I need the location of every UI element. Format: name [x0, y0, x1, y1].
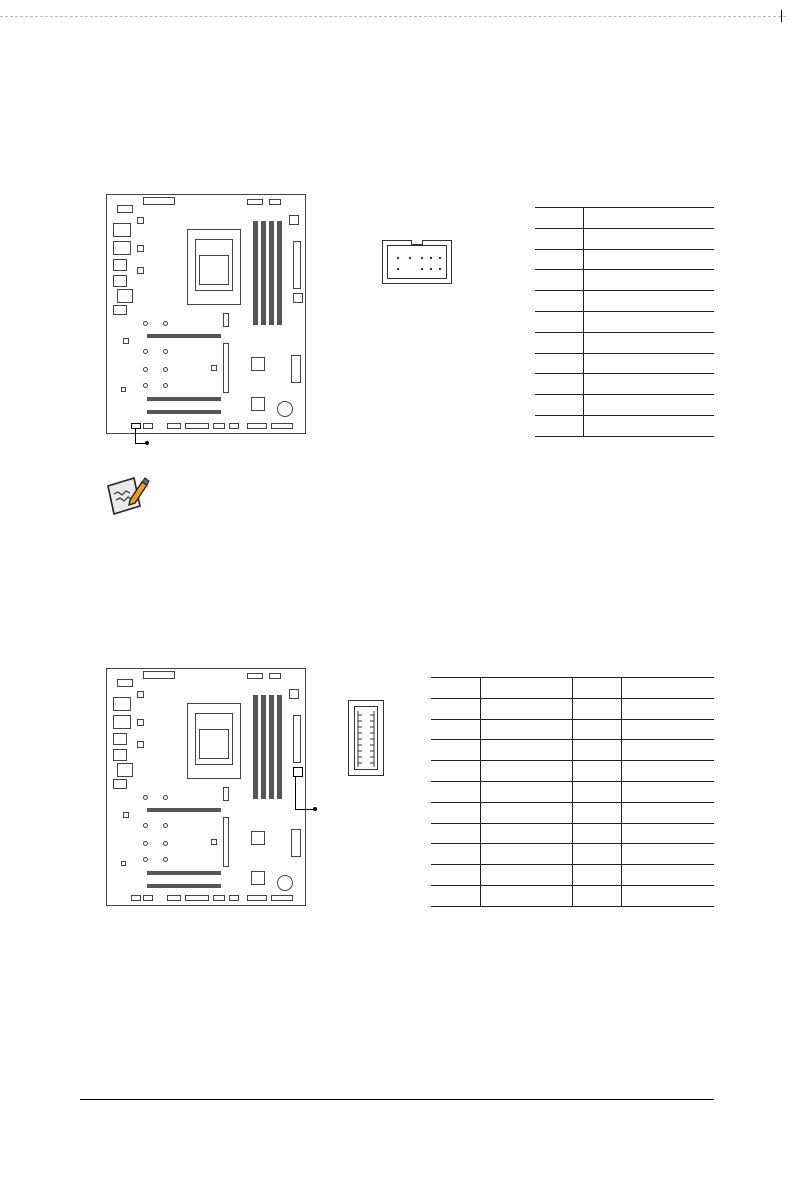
definition-cell	[621, 740, 714, 761]
definition-cell	[583, 415, 714, 436]
motherboard-diagram-2	[106, 668, 306, 906]
definition-cell	[621, 719, 714, 740]
definition-cell	[583, 291, 714, 312]
callout-dot	[145, 441, 149, 445]
motherboard-diagram-1	[106, 194, 306, 434]
table-row	[535, 291, 714, 312]
table-row	[535, 311, 714, 332]
trim-mark	[781, 10, 782, 22]
pin-no-cell	[535, 249, 583, 270]
definition-cell	[621, 678, 714, 699]
pin-no-cell	[431, 885, 480, 906]
vertical-connector-diagram	[348, 700, 384, 776]
definition-cell	[480, 740, 572, 761]
pin-no-cell	[572, 865, 621, 886]
table-row	[535, 374, 714, 395]
pin-no-cell	[535, 311, 583, 332]
definition-cell	[621, 823, 714, 844]
pin-no-cell	[535, 415, 583, 436]
definition-cell	[583, 332, 714, 353]
definition-cell	[621, 781, 714, 802]
page-trim-line	[0, 16, 786, 17]
pin-no-cell	[535, 353, 583, 374]
pin-no-cell	[431, 844, 480, 865]
note-pencil-icon	[104, 472, 150, 518]
pin-no-cell	[535, 395, 583, 416]
table-row	[535, 249, 714, 270]
pin-no-cell	[535, 228, 583, 249]
definition-cell	[480, 823, 572, 844]
pin-no-cell	[572, 823, 621, 844]
table-row	[535, 228, 714, 249]
definition-cell	[480, 698, 572, 719]
pin-no-cell	[535, 332, 583, 353]
table-row	[535, 208, 714, 229]
definition-cell	[583, 311, 714, 332]
callout-line	[295, 776, 296, 810]
pin-no-cell	[572, 740, 621, 761]
pin-no-cell	[431, 719, 480, 740]
pin-no-cell	[572, 719, 621, 740]
definition-cell	[621, 802, 714, 823]
callout-line	[295, 809, 315, 810]
definition-cell	[480, 865, 572, 886]
pin-no-cell	[535, 208, 583, 229]
definition-cell	[621, 844, 714, 865]
pin-no-cell	[431, 698, 480, 719]
pin-no-cell	[572, 885, 621, 906]
table-row	[535, 415, 714, 436]
definition-cell	[480, 678, 572, 699]
definition-cell	[480, 719, 572, 740]
definition-cell	[480, 802, 572, 823]
definition-cell	[621, 761, 714, 782]
definition-cell	[583, 374, 714, 395]
definition-cell	[621, 865, 714, 886]
pin-no-cell	[572, 678, 621, 699]
pin-assignment-table-2	[431, 677, 714, 907]
pin-no-cell	[535, 374, 583, 395]
pin-no-cell	[431, 865, 480, 886]
definition-cell	[583, 395, 714, 416]
pin-no-cell	[572, 844, 621, 865]
pin-no-cell	[431, 678, 480, 699]
definition-cell	[583, 228, 714, 249]
table-row	[431, 761, 714, 782]
callout-dot	[313, 807, 317, 811]
table-row	[431, 823, 714, 844]
table-row	[431, 698, 714, 719]
pin-no-cell	[572, 761, 621, 782]
definition-cell	[583, 270, 714, 291]
pin-no-cell	[431, 823, 480, 844]
pin-no-cell	[572, 698, 621, 719]
table-row	[431, 802, 714, 823]
table-row	[431, 865, 714, 886]
table-row	[431, 885, 714, 906]
table-row	[535, 395, 714, 416]
definition-cell	[480, 781, 572, 802]
table-row	[431, 781, 714, 802]
pin-no-cell	[431, 761, 480, 782]
definition-cell	[480, 761, 572, 782]
table-row	[431, 719, 714, 740]
definition-cell	[621, 698, 714, 719]
table-row	[431, 844, 714, 865]
table-row	[431, 740, 714, 761]
pin-no-cell	[572, 802, 621, 823]
pin-no-cell	[535, 270, 583, 291]
table-row	[535, 270, 714, 291]
pin-assignment-table-1	[535, 207, 714, 437]
footer-rule	[80, 1099, 714, 1100]
callout-line	[135, 428, 136, 444]
definition-cell	[621, 885, 714, 906]
pin-no-cell	[431, 802, 480, 823]
table-row	[535, 353, 714, 374]
pin-no-cell	[535, 291, 583, 312]
definition-cell	[583, 208, 714, 229]
definition-cell	[583, 353, 714, 374]
definition-cell	[583, 249, 714, 270]
connector-header-diagram	[382, 240, 452, 284]
definition-cell	[480, 885, 572, 906]
table-row	[431, 678, 714, 699]
pin-no-cell	[431, 740, 480, 761]
pin-no-cell	[431, 781, 480, 802]
pin-no-cell	[572, 781, 621, 802]
definition-cell	[480, 844, 572, 865]
table-row	[535, 332, 714, 353]
